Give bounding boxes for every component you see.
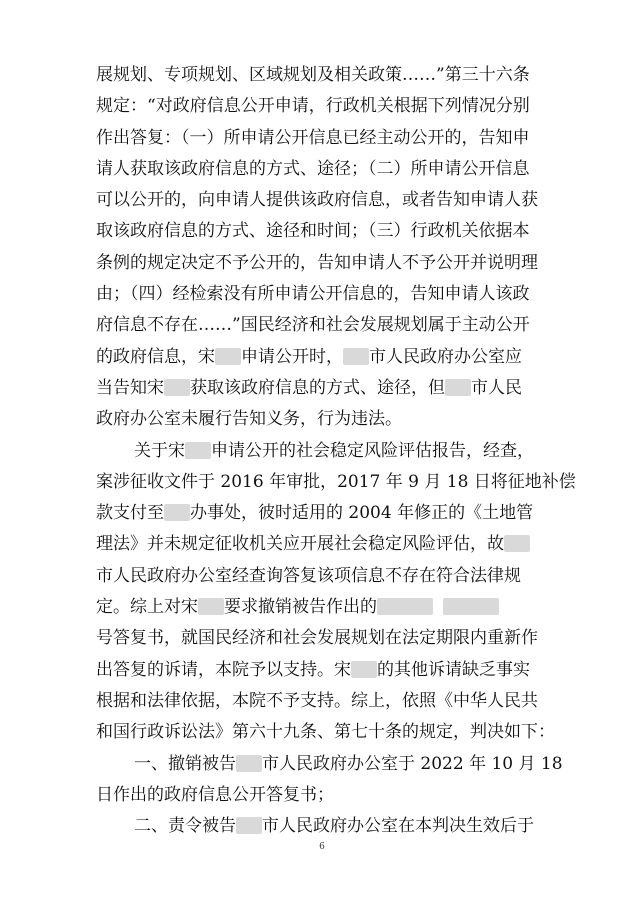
text-line bbox=[96, 436, 582, 467]
redaction-mark bbox=[185, 442, 211, 459]
text-line: 日作出的政府信息公开答复书； bbox=[96, 784, 334, 805]
redaction-mark bbox=[377, 598, 433, 615]
text-segment: 办事处，彼时适用的 2004 年修正的《土地管 bbox=[190, 503, 534, 524]
text-segment: 市人民政府办公室于 2022 年 10 月 18 bbox=[262, 753, 563, 774]
text-line bbox=[96, 529, 582, 560]
text-line bbox=[96, 811, 582, 842]
text-line bbox=[96, 342, 582, 373]
text-segment: 的其他诉请缺乏事实 bbox=[377, 659, 530, 680]
text-line bbox=[96, 655, 582, 686]
redaction-mark bbox=[198, 598, 224, 615]
text-line bbox=[96, 498, 582, 529]
text-segment: 理法》并未规定征收机关应开展社会稳定风险评估，故 bbox=[96, 534, 504, 555]
text-segment: 款支付至 bbox=[96, 503, 164, 524]
text-line: 规定：“对政府信息公开申请，行政机关根据下列情况分别 bbox=[96, 96, 530, 117]
text-line: 展规划、专项规划、区域规划及相关政策……”第三十六条 bbox=[96, 65, 530, 85]
text-line: 根据和法律依据，本院不予支持。综上，依照《中华人民共 bbox=[96, 690, 538, 711]
text-line: 号答复书，就国民经济和社会发展规划在法定期限内重新作 bbox=[96, 628, 538, 649]
text-line: 政府办公室未履行告知义务，行为违法。 bbox=[96, 409, 402, 430]
text-line: 和国行政诉讼法》第六十九条、第七十条的规定，判决如下： bbox=[96, 722, 555, 743]
text-segment: 市人民政府办公室应 bbox=[369, 346, 522, 367]
redaction-mark bbox=[215, 348, 241, 365]
text-line: 作出答复：（一）所申请公开信息已经主动公开的，告知申 bbox=[96, 127, 530, 148]
redaction-mark bbox=[164, 504, 190, 521]
text-segment: 的政府信息，宋 bbox=[96, 346, 215, 367]
page-number: 6 bbox=[319, 842, 325, 852]
text-segment: 申请公开的社会稳定风险评估报告，经查， bbox=[211, 440, 534, 461]
text-segment: 申请公开时， bbox=[241, 346, 343, 367]
text-segment: 定。综上对宋 bbox=[96, 597, 198, 618]
text-line bbox=[96, 749, 582, 780]
text-line: 案涉征收文件于 2016 年审批，2017 年 9 月 18 日将征地补偿 bbox=[96, 471, 576, 492]
text-segment: 市人民政府办公室在本判决生效后于 bbox=[262, 816, 534, 837]
redaction-mark bbox=[343, 348, 369, 365]
text-segment: 二、责令被告 bbox=[134, 816, 236, 837]
text-segment: 关于宋 bbox=[134, 440, 185, 461]
text-segment: 一、撤销被告 bbox=[134, 753, 236, 774]
text-line: 府信息不存在……”国民经济和社会发展规划属于主动公开 bbox=[96, 315, 530, 336]
redaction-mark bbox=[504, 535, 530, 552]
text-segment: 当告知宋 bbox=[96, 377, 164, 398]
redaction-mark bbox=[236, 755, 262, 772]
text-segment: 要求撤销被告作出的 bbox=[224, 597, 377, 618]
text-line: 取该政府信息的方式、途径和时间；（三）行政机关依据本 bbox=[96, 221, 530, 242]
text-line: 由；（四）经检索没有所申请公开信息的，告知申请人该政 bbox=[96, 284, 530, 305]
redaction-mark bbox=[164, 379, 190, 396]
text-segment: 获取该政府信息的方式、途径，但 bbox=[190, 377, 445, 398]
text-line: 请人获取该政府信息的方式、途径；（二）所申请公开信息 bbox=[96, 158, 530, 179]
text-line bbox=[96, 373, 582, 404]
text-line: 可以公开的，向申请人提供该政府信息，或者告知申请人获 bbox=[96, 190, 538, 211]
text-line: 条例的规定决定不予公开的，告知申请人不予公开并说明理 bbox=[96, 252, 538, 273]
redaction-mark bbox=[445, 379, 471, 396]
text-line: 市人民政府办公室经查询答复该项信息不存在符合法律规 bbox=[96, 565, 521, 586]
redaction-mark bbox=[236, 817, 262, 834]
text-line bbox=[96, 592, 582, 623]
text-segment: 市人民 bbox=[471, 377, 522, 398]
redaction-mark bbox=[351, 661, 377, 678]
judgment-body bbox=[96, 60, 582, 842]
redaction-mark bbox=[443, 598, 499, 615]
text-segment: 出答复的诉请，本院予以支持。宋 bbox=[96, 659, 351, 680]
